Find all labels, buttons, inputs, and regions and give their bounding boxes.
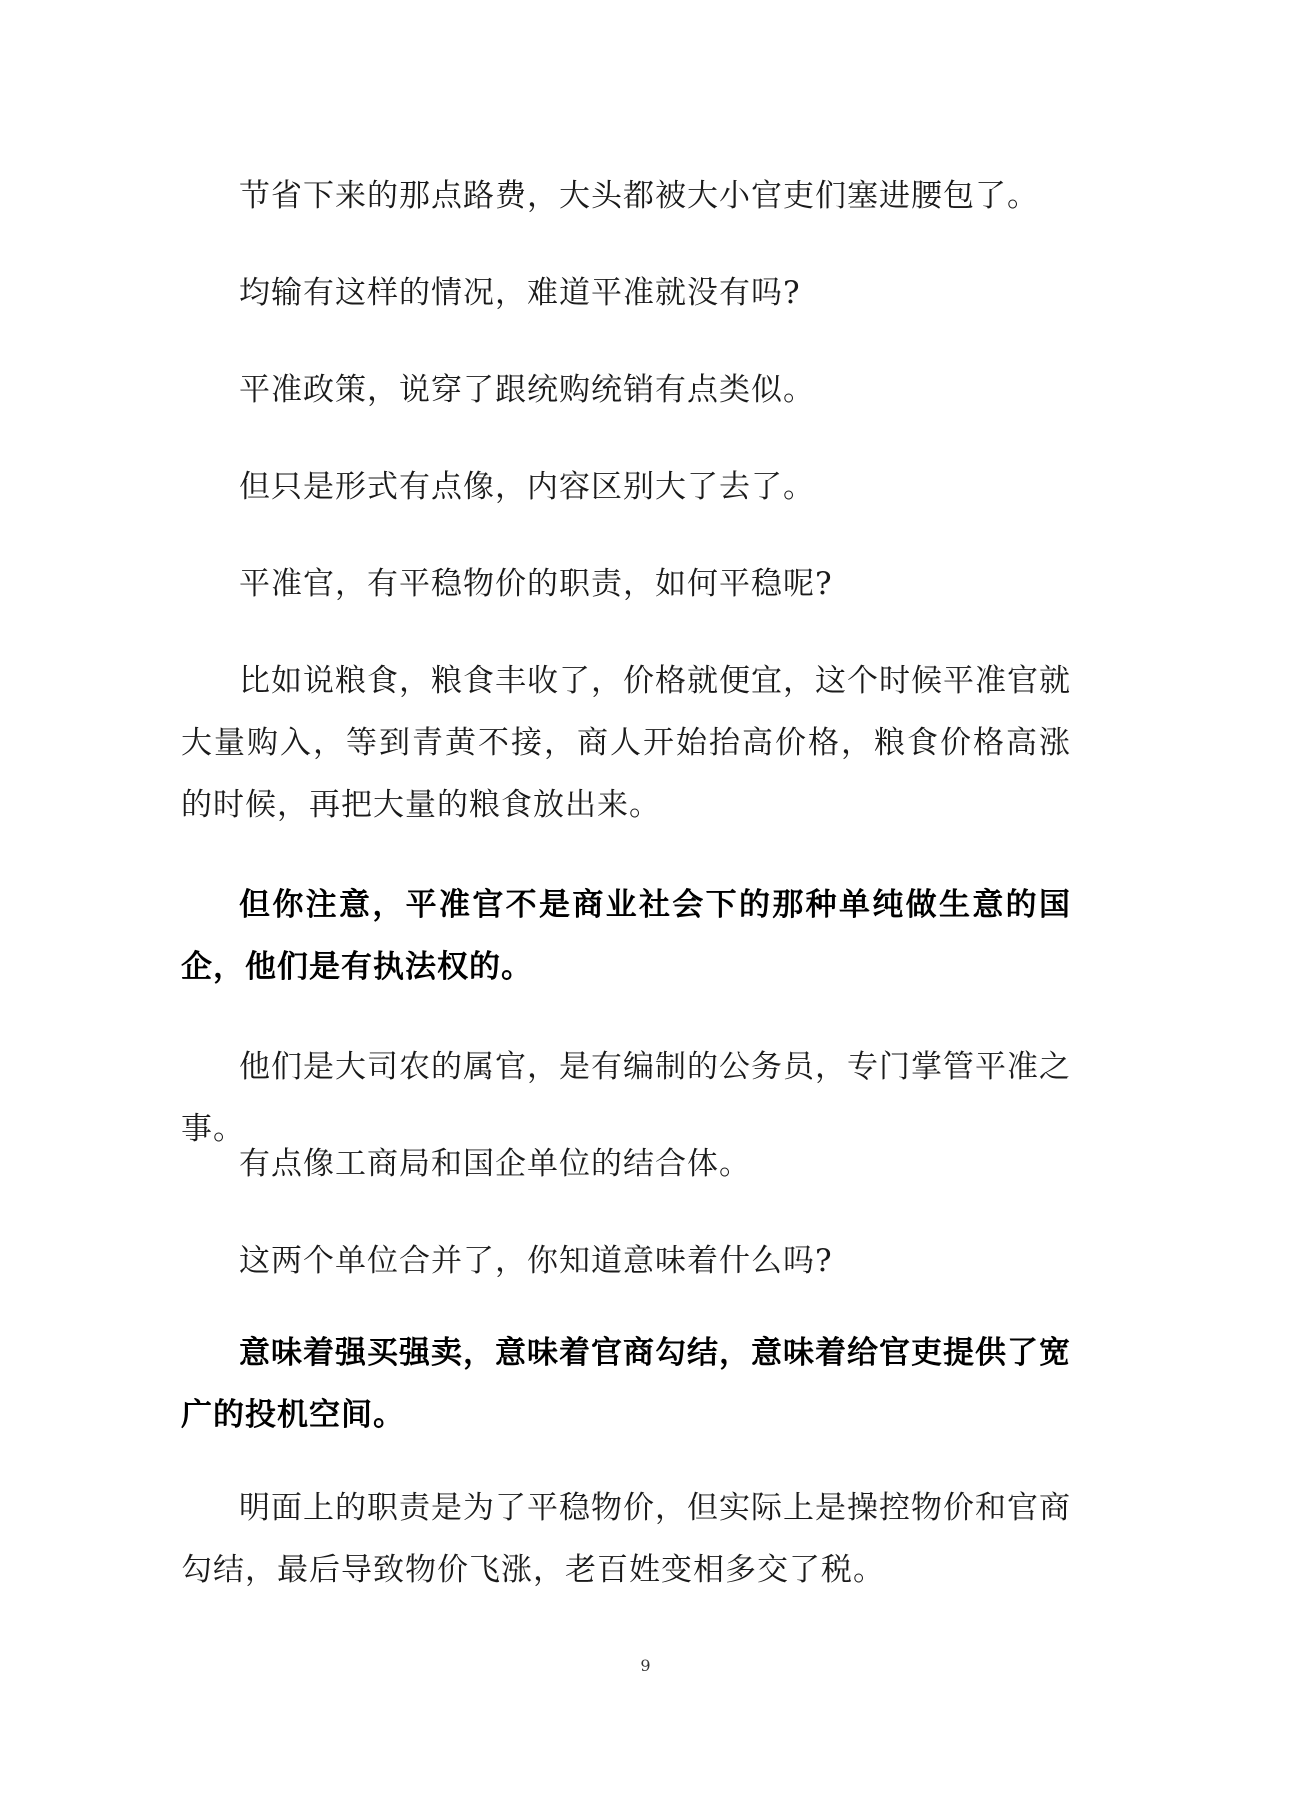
paragraph-1: 节省下来的那点路费，大头都被大小官吏们塞进腰包了。 <box>239 178 1039 214</box>
paragraph-6: 比如说粮食，粮食丰收了，价格就便宜，这个时候平准官就大量购入，等到青黄不接，商人开始抬高价格，粮食价格高涨的时候，再把大量的粮食放出来。 <box>181 663 1071 823</box>
paragraph-5: 平准官，有平稳物价的职责，如何平稳呢? <box>239 566 833 602</box>
paragraph-7-emphasis: 但你注意，平准官不是商业社会下的那种单纯做生意的国企，他们是有执法权的。 <box>181 887 1071 985</box>
paragraph-3: 平准政策，说穿了跟统购统销有点类似。 <box>239 372 815 408</box>
paragraph-11-emphasis: 意味着强买强卖，意味着官商勾结，意味着给官吏提供了宽广的投机空间。 <box>181 1335 1071 1433</box>
paragraph-8: 他们是大司农的属官，是有编制的公务员，专门掌管平准之事。 <box>181 1049 1071 1147</box>
page-number: 9 <box>640 1656 651 1675</box>
paragraph-9: 有点像工商局和国企单位的结合体。 <box>239 1146 751 1182</box>
paragraph-2: 均输有这样的情况，难道平准就没有吗? <box>239 275 801 311</box>
paragraph-10: 这两个单位合并了，你知道意味着什么吗? <box>239 1243 833 1279</box>
paragraph-12: 明面上的职责是为了平稳物价，但实际上是操控物价和官商勾结，最后导致物价飞涨，老百姓变相多交了税。 <box>181 1490 1071 1588</box>
paragraph-4: 但只是形式有点像，内容区别大了去了。 <box>239 469 815 505</box>
